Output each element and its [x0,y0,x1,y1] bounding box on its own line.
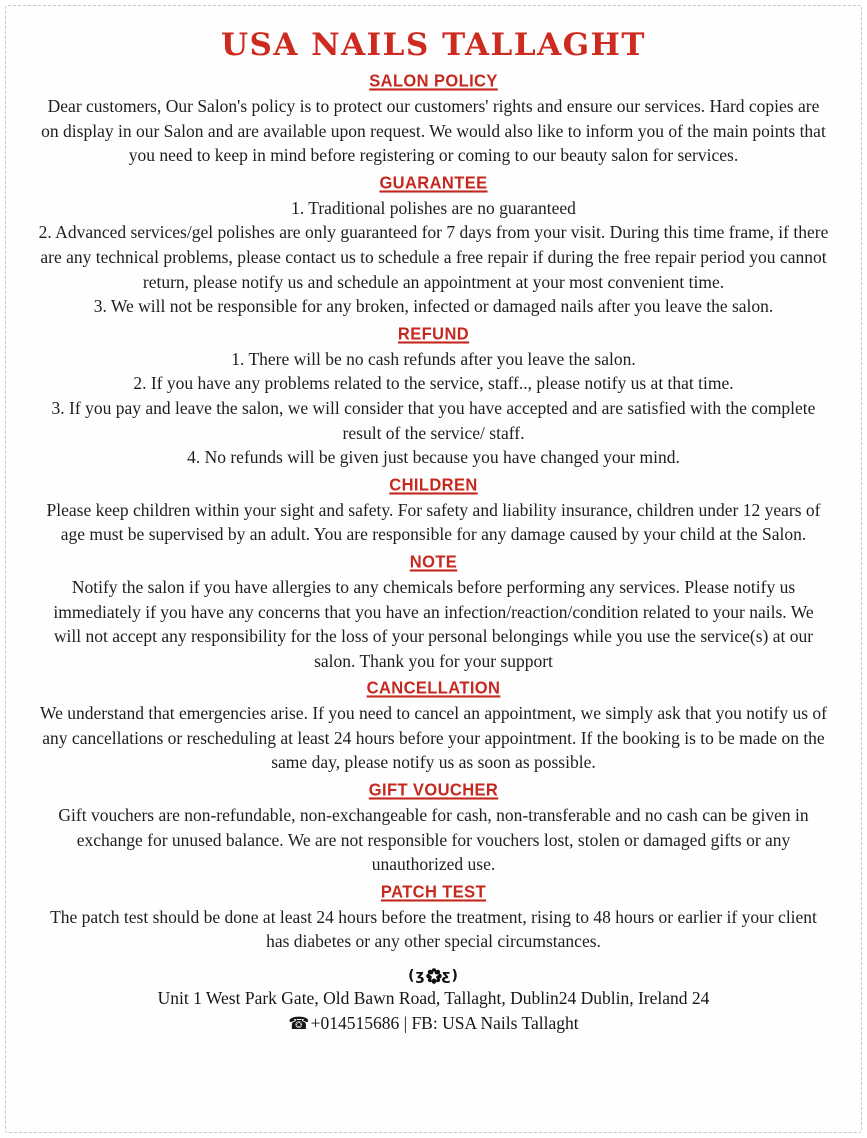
section-heading-note: NOTE [409,552,458,572]
policy-sheet [5,5,862,1133]
policy-paragraph: The patch test should be done at least 24 hours before the treatment, rising to 48 hours or earlier if your client has diabetes or any other special circumstances. [50,906,817,952]
page-title: USA NAILS TALLAGHT [220,27,647,63]
section-cancellation [39,678,829,775]
policy-paragraph: Gift vouchers are non-refundable, non-exchangeable for cash, non-transferable and no cash can be given in exchange for unused balance. We are not responsible for vouchers lost, stolen or damaged gifts or any unauthorized use. [58,805,809,875]
section-gift-voucher [39,780,829,877]
numbered-item: 3. We will not be responsible for any broken, infected or damaged nails after you leave the salon. [93,296,774,317]
section-salon-policy [39,71,829,168]
policy-content [39,28,829,1036]
ornament-left-swash: (ʒ [408,968,426,985]
footer [39,967,829,1036]
policy-paragraph: Please keep children within your sight and safety. For safety and liability insurance, children under 12 years of age must be supervised by an adult. You are responsible for any damage caused by your child at the Salon. [46,499,821,545]
policy-paragraph: We understand that emergencies arise. If you need to cancel an appointment, we simply ask that you notify us of any cancellations or rescheduling at least 24 hours before your appointment. If the booking is to be made on the same day, please notify us as soon as possible. [40,703,827,773]
section-heading-cancellation: CANCELLATION [366,678,501,698]
section-children [39,475,829,547]
section-refund [39,324,829,470]
section-patch-test [39,882,829,954]
numbered-item: 1. Traditional polishes are no guaranteed [291,197,576,218]
section-heading-guarantee: GUARANTEE [379,173,488,193]
phone-icon: ☎ [288,1013,310,1034]
ornament-right-swash: ƹ) [441,968,459,985]
policy-paragraph: Notify the salon if you have allergies to any chemicals before performing any services. Please notify us immediately if you have any concerns that you have an infection/reaction/condition related to your nails. We will not accept any responsibility for the loss of your personal belongings while you use the service(s) at our salon. Thank you for your support [53,576,814,671]
florette-icon [426,968,442,984]
numbered-item: 3. If you pay and leave the salon, we will consider that you have accepted and are satisfied with the complete result of the service/ staff. [51,397,816,443]
section-guarantee [39,173,829,319]
numbered-item: 1. There will be no cash refunds after you leave the salon. [231,348,636,369]
section-heading-refund: REFUND [397,324,470,344]
section-note [39,552,829,673]
section-heading-children: CHILDREN [389,475,478,495]
phone-and-facebook-text: +014515686 | FB: USA Nails Tallaght [310,1012,579,1033]
section-heading-salon-policy: SALON POLICY [369,71,498,91]
ornament-divider [39,967,829,986]
numbered-item: 2. If you have any problems related to the service, staff.., please notify us at that time. [133,373,734,394]
policy-paragraph: Dear customers, Our Salon's policy is to protect our customers' rights and ensure our services. Hard copies are on display in our Salon and are available upon request. We would also like to inform you of the main points that you need to keep in mind before registering or coming to our beauty salon for services. [41,96,826,166]
salon-contact-line [39,1011,829,1037]
section-heading-gift-voucher: GIFT VOUCHER [368,780,499,800]
salon-address: Unit 1 West Park Gate, Old Bawn Road, Tallaght, Dublin24 Dublin, Ireland 24 [157,988,710,1009]
numbered-item: 4. No refunds will be given just because you have changed your mind. [187,447,680,468]
section-heading-patch-test: PATCH TEST [380,882,487,902]
numbered-item: 2. Advanced services/gel polishes are only guaranteed for 7 days from your visit. During this time frame, if there are any technical problems, please contact us to schedule a free repair if during the free repair period you cannot return, please notify us and schedule an appointment at your most convenient time. [38,222,829,292]
